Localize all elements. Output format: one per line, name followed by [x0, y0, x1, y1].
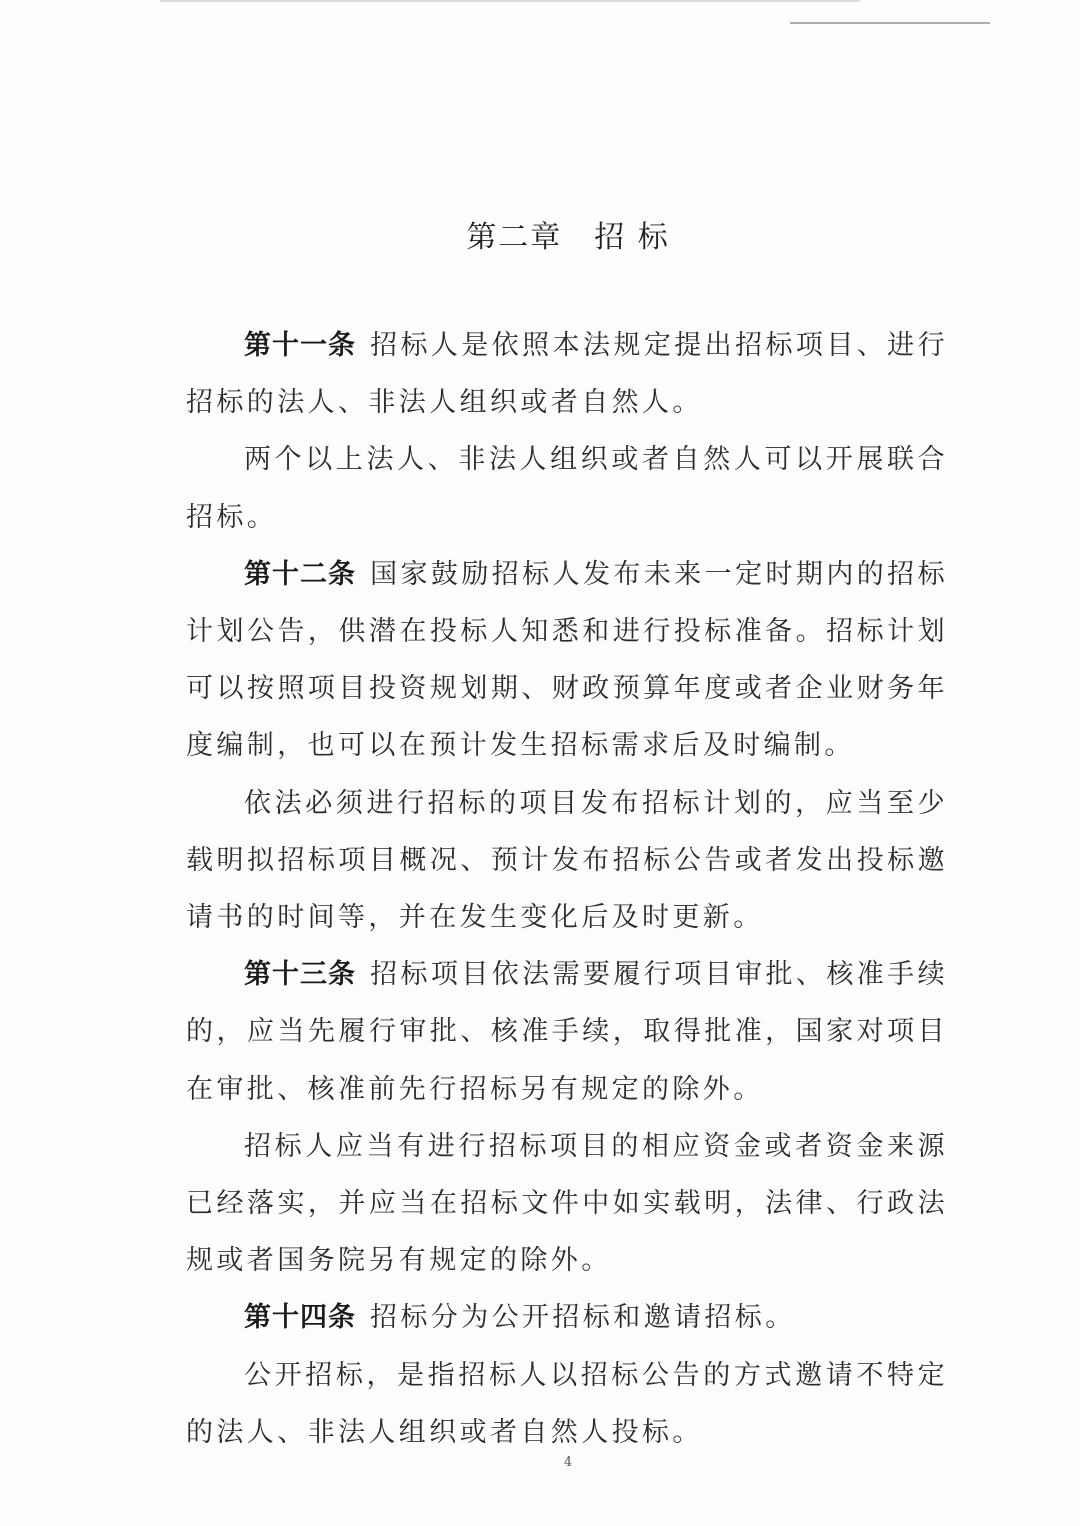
paragraph-text: 公开招标，是指招标人以招标公告的方式邀请不特定的法人、非法人组织或者自然人投标。: [186, 1359, 948, 1448]
paragraph: [186, 317, 948, 431]
article-label: 第十三条: [244, 959, 357, 991]
paragraph: [186, 1118, 948, 1290]
paragraph-text: 招标人是依照本法规定提出招标项目、进行招标的法人、非法人组织或者自然人。: [186, 330, 948, 419]
article-label: 第十二条: [244, 558, 357, 590]
header-rule: [790, 22, 990, 24]
paragraph-text: 两个以上法人、非法人组织或者自然人可以开展联合招标。: [186, 444, 948, 533]
chapter-title: 第二章 招 标: [466, 220, 670, 255]
paragraph: [186, 1347, 948, 1461]
paragraph-text: 依法必须进行招标的项目发布招标计划的，应当至少载明拟招标项目概况、预计发布招标公告或者发出投标邀请书的时间等，并在发生变化后及时更新。: [186, 787, 948, 934]
paragraph-text: 招标分为公开招标和邀请招标。: [370, 1302, 796, 1334]
scan-edge: [160, 0, 860, 2]
page-number: 4: [563, 1455, 573, 1470]
paragraph: [186, 1289, 948, 1346]
paragraph-text: 招标人应当有进行招标项目的相应资金或者资金来源已经落实，并应当在招标文件中如实载明，法律、行政法规或者国务院另有规定的除外。: [186, 1130, 948, 1277]
paragraph-text: 招标项目依法需要履行项目审批、核准手续的，应当先履行审批、核准手续，取得批准，国家对项目在审批、核准前先行招标另有规定的除外。: [186, 959, 948, 1105]
paragraph-text: 国家鼓励招标人发布未来一定时期内的招标计划公告，供潜在投标人知悉和进行投标准备。招标计划可以按照项目投资规划期、财政预算年度或者企业财务年度编制，也可以在预计发生招标需求后及时编制。: [186, 558, 948, 762]
paragraph: [186, 431, 948, 545]
body-text: [186, 317, 948, 1461]
article-label: 第十四条: [244, 1302, 356, 1334]
article-label: 第十一条: [244, 330, 357, 361]
paragraph: [186, 946, 948, 1118]
paragraph: [186, 546, 948, 775]
paragraph: [186, 775, 948, 947]
